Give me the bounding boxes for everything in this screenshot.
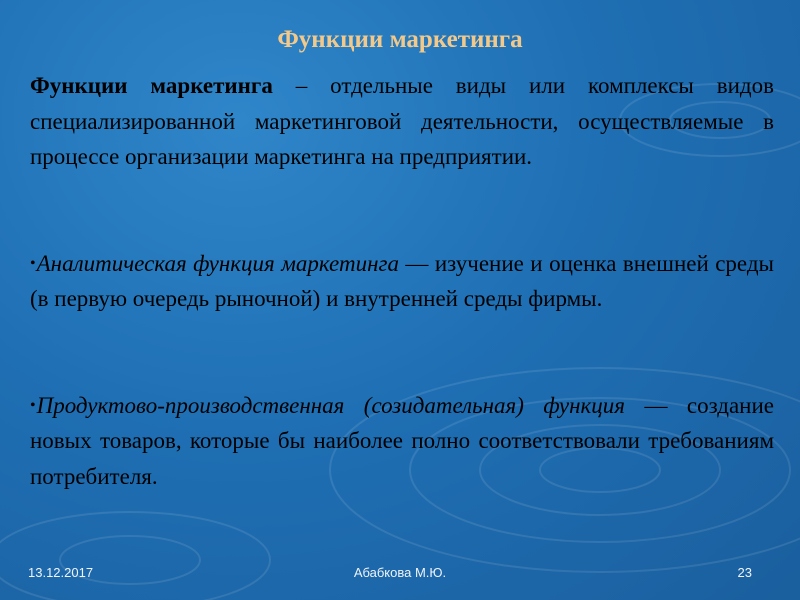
bullet-item-production (30, 388, 774, 495)
slide-title: Функции маркетинга (277, 26, 523, 53)
bullet-text: — изучение и оценка внешней среды (в первую очередь рыночной) и внутренней среды фирмы. (30, 250, 774, 311)
definition-term: Функции маркетинга (30, 73, 273, 98)
bullet-text: — создание новых товаров, которые бы наиболее полно соответствовали требованиям потребителя. (30, 392, 774, 489)
footer-date: 13.12.2017 (28, 565, 94, 580)
bullet-icon: • (30, 396, 36, 414)
paragraph-gap (30, 317, 774, 388)
bullet-term: Продуктово-производственная (созидательная) функция (36, 392, 625, 418)
paragraph-gap (30, 175, 774, 246)
definition-paragraph (30, 68, 774, 175)
definition-text: – отдельные виды или комплексы видов специализированной маркетинговой деятельности, осуществляемые в процессе организации маркетинга на предприятии. (30, 73, 774, 169)
bullet-term: Аналитическая функция маркетинга (36, 250, 399, 276)
slide-body (30, 68, 774, 494)
footer-author: Абабкова М.Ю. (353, 565, 447, 580)
bullet-item-analytical (30, 246, 774, 317)
slide-number: 23 (737, 565, 752, 580)
bullet-icon: • (30, 254, 36, 272)
